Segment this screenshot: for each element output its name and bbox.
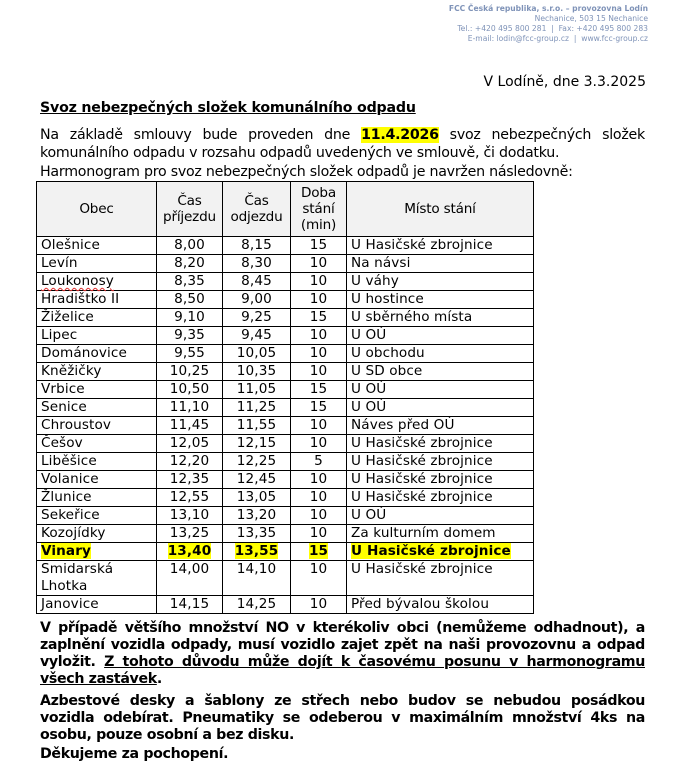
cell-doba-text: 10 <box>309 489 328 505</box>
cell-misto-text: Před bývalou školou <box>351 596 490 612</box>
cell-misto-text: Náves před OÚ <box>351 417 455 433</box>
cell-odjezd <box>223 399 291 417</box>
cell-obec-text: Loukonosy <box>41 273 114 289</box>
letterhead-phone-fax: Tel.: +420 495 800 281 | Fax: +420 495 800 283 <box>457 24 648 33</box>
cell-odjezd <box>223 237 291 255</box>
cell-doba-text: 10 <box>309 255 328 271</box>
table-header-row <box>37 182 534 237</box>
date-line: V Lodíně, dne 3.3.2025 <box>483 74 646 90</box>
cell-misto <box>347 237 534 255</box>
cell-prijezd <box>157 507 223 525</box>
cell-misto-text: U sběrného místa <box>351 309 473 325</box>
cell-prijezd <box>157 543 223 561</box>
cell-prijezd-text: 10,50 <box>169 381 210 397</box>
cell-misto-text: U obchodu <box>351 345 425 361</box>
cell-doba-text: 10 <box>309 435 328 451</box>
cell-obec <box>37 525 157 543</box>
cell-misto-text: U hostince <box>351 291 424 307</box>
note-capacity-warning: Z tohoto důvodu může dojít k časovému posunu v harmonogramu všech zastávek <box>40 654 645 687</box>
notes <box>40 620 645 763</box>
cell-prijezd <box>157 291 223 309</box>
cell-doba <box>291 471 347 489</box>
cell-odjezd <box>223 363 291 381</box>
header-misto: Místo stání <box>347 182 534 237</box>
cell-prijezd-text: 8,00 <box>174 237 205 253</box>
cell-odjezd <box>223 255 291 273</box>
cell-obec-text: Liběšice <box>41 453 97 469</box>
cell-prijezd <box>157 327 223 345</box>
cell-prijezd <box>157 489 223 507</box>
cell-obec-text: Chroustov <box>41 417 112 433</box>
table-row <box>37 561 534 596</box>
note-capacity-end: . <box>156 671 162 687</box>
cell-obec <box>37 561 157 596</box>
cell-doba <box>291 345 347 363</box>
cell-odjezd-text: 8,30 <box>241 255 272 271</box>
cell-odjezd <box>223 471 291 489</box>
cell-doba-text: 10 <box>309 345 328 361</box>
cell-doba-text: 10 <box>309 291 328 307</box>
table-row <box>37 291 534 309</box>
cell-odjezd <box>223 489 291 507</box>
cell-obec-text: Kozojídky <box>41 525 106 541</box>
cell-misto <box>347 273 534 291</box>
cell-prijezd-text: 9,55 <box>174 345 205 361</box>
cell-obec <box>37 327 157 345</box>
cell-prijezd-text: 12,55 <box>169 489 210 505</box>
table-row <box>37 255 534 273</box>
cell-prijezd <box>157 345 223 363</box>
cell-obec <box>37 596 157 614</box>
cell-misto <box>347 453 534 471</box>
cell-doba <box>291 596 347 614</box>
cell-obec-text: Hradištko II <box>41 291 120 307</box>
cell-odjezd-text: 13,20 <box>236 507 277 523</box>
cell-obec <box>37 399 157 417</box>
table-row <box>37 327 534 345</box>
cell-prijezd <box>157 596 223 614</box>
cell-doba <box>291 489 347 507</box>
cell-odjezd <box>223 596 291 614</box>
cell-obec <box>37 453 157 471</box>
cell-prijezd-text: 9,10 <box>174 309 205 325</box>
cell-misto <box>347 381 534 399</box>
cell-misto <box>347 471 534 489</box>
cell-doba <box>291 525 347 543</box>
note-asbestos-tyres: Azbestové desky a šablony ze střech nebo budov se nebudou posádkou vozidla odebírat. Pneumatiky se odeberou v maximálním množství 4ks na osobu, pouze osobní a bez disku. <box>40 693 645 743</box>
cell-obec <box>37 309 157 327</box>
cell-doba <box>291 507 347 525</box>
cell-odjezd-text: 11,25 <box>236 399 277 415</box>
cell-prijezd <box>157 417 223 435</box>
cell-prijezd-text: 13,25 <box>169 525 210 541</box>
table-row <box>37 363 534 381</box>
cell-misto-text: U Hasičské zbrojnice <box>351 435 493 451</box>
cell-odjezd <box>223 543 291 561</box>
cell-odjezd <box>223 507 291 525</box>
cell-doba <box>291 561 347 596</box>
cell-prijezd <box>157 435 223 453</box>
cell-misto <box>347 417 534 435</box>
cell-misto <box>347 543 534 561</box>
harmonogram-intro: Harmonogram pro svoz nebezpečných složek odpadů je navržen následovně: <box>40 164 573 180</box>
cell-doba-text: 10 <box>309 471 328 487</box>
cell-prijezd <box>157 309 223 327</box>
cell-obec <box>37 363 157 381</box>
intro-after: svoz nebezpečných složek komunálního odpadu v rozsahu odpadů uvedených ve smlouvě, či dodatku. <box>40 127 646 161</box>
cell-misto-text: Na návsi <box>351 255 411 271</box>
cell-prijezd <box>157 363 223 381</box>
cell-odjezd-text: 13,35 <box>236 525 277 541</box>
highlighted-date: 11.4.2026 <box>361 127 439 143</box>
cell-odjezd <box>223 525 291 543</box>
cell-misto <box>347 309 534 327</box>
cell-misto-text: U Hasičské zbrojnice <box>351 471 493 487</box>
cell-obec <box>37 507 157 525</box>
cell-prijezd <box>157 381 223 399</box>
cell-obec <box>37 543 157 561</box>
cell-prijezd-text: 13,40 <box>167 543 212 559</box>
cell-doba <box>291 327 347 345</box>
cell-doba-text: 15 <box>309 237 328 253</box>
cell-misto <box>347 507 534 525</box>
cell-odjezd <box>223 309 291 327</box>
cell-odjezd-text: 9,00 <box>241 291 272 307</box>
cell-doba-text: 10 <box>309 525 328 541</box>
cell-odjezd-text: 10,05 <box>236 345 277 361</box>
cell-doba <box>291 309 347 327</box>
cell-prijezd <box>157 453 223 471</box>
cell-misto <box>347 255 534 273</box>
cell-doba-text: 10 <box>309 561 328 577</box>
cell-obec <box>37 489 157 507</box>
cell-misto-text: U Hasičské zbrojnice <box>351 237 493 253</box>
cell-prijezd-text: 8,50 <box>174 291 205 307</box>
cell-doba <box>291 363 347 381</box>
cell-odjezd <box>223 561 291 596</box>
cell-doba <box>291 399 347 417</box>
cell-odjezd-text: 9,45 <box>241 327 272 343</box>
cell-odjezd-text: 12,15 <box>236 435 277 451</box>
cell-odjezd <box>223 273 291 291</box>
intro-before: Na základě smlouvy bude proveden dne <box>40 127 362 143</box>
letterhead-address: Nechanice, 503 15 Nechanice <box>534 14 648 23</box>
cell-doba <box>291 435 347 453</box>
cell-misto <box>347 399 534 417</box>
cell-misto <box>347 489 534 507</box>
cell-misto <box>347 596 534 614</box>
cell-misto-text: U OÚ <box>351 327 387 343</box>
header-prijezd: Čas příjezdu <box>157 182 223 237</box>
cell-obec <box>37 237 157 255</box>
cell-obec-text: Kněžičky <box>41 363 102 379</box>
cell-prijezd <box>157 471 223 489</box>
table-row <box>37 453 534 471</box>
schedule-table <box>36 181 534 614</box>
table-row <box>37 471 534 489</box>
intro-paragraph <box>40 126 645 162</box>
cell-misto <box>347 291 534 309</box>
cell-obec-text: Smidarská Lhotka <box>41 561 114 594</box>
cell-prijezd-text: 12,05 <box>169 435 210 451</box>
cell-doba <box>291 417 347 435</box>
cell-doba <box>291 255 347 273</box>
cell-doba <box>291 381 347 399</box>
cell-misto-text: U OÚ <box>351 381 387 397</box>
table-row <box>37 489 534 507</box>
cell-prijezd-text: 14,15 <box>169 596 210 612</box>
cell-odjezd-text: 10,35 <box>236 363 277 379</box>
cell-odjezd-text: 8,15 <box>241 237 272 253</box>
cell-prijezd-text: 12,35 <box>169 471 210 487</box>
table-row <box>37 543 534 561</box>
table-row <box>37 399 534 417</box>
cell-odjezd-text: 11,05 <box>236 381 277 397</box>
cell-prijezd-text: 8,35 <box>174 273 205 289</box>
cell-obec-text: Vrbice <box>41 381 85 397</box>
cell-odjezd-text: 13,55 <box>234 543 279 559</box>
document-title: Svoz nebezpečných složek komunálního odpadu <box>40 100 416 116</box>
cell-obec-text: Lipec <box>41 327 78 343</box>
cell-doba <box>291 543 347 561</box>
cell-doba <box>291 273 347 291</box>
cell-odjezd-text: 13,05 <box>236 489 277 505</box>
table-row <box>37 435 534 453</box>
cell-doba <box>291 237 347 255</box>
cell-misto-text: U Hasičské zbrojnice <box>351 453 493 469</box>
cell-obec-text: Vinary <box>41 543 91 559</box>
cell-doba-text: 10 <box>309 417 328 433</box>
cell-prijezd-text: 10,25 <box>169 363 210 379</box>
cell-odjezd <box>223 345 291 363</box>
cell-obec <box>37 255 157 273</box>
cell-misto <box>347 525 534 543</box>
cell-misto <box>347 345 534 363</box>
cell-doba-text: 10 <box>309 596 328 612</box>
cell-obec <box>37 345 157 363</box>
cell-prijezd <box>157 561 223 596</box>
cell-odjezd <box>223 291 291 309</box>
cell-odjezd <box>223 417 291 435</box>
cell-doba <box>291 291 347 309</box>
table-row <box>37 525 534 543</box>
cell-doba-text: 15 <box>309 381 328 397</box>
cell-odjezd-text: 11,55 <box>236 417 277 433</box>
cell-obec <box>37 471 157 489</box>
letterhead <box>449 4 648 44</box>
header-odjezd: Čas odjezdu <box>223 182 291 237</box>
cell-obec-text: Janovice <box>41 596 99 612</box>
cell-prijezd <box>157 399 223 417</box>
cell-misto-text: U OÚ <box>351 399 387 415</box>
cell-odjezd <box>223 327 291 345</box>
cell-obec-text: Dománovice <box>41 345 127 361</box>
cell-obec-text: Češov <box>41 435 83 451</box>
cell-odjezd-text: 9,25 <box>241 309 272 325</box>
cell-odjezd-text: 14,25 <box>236 596 277 612</box>
cell-obec-text: Žlunice <box>41 489 92 505</box>
cell-doba-text: 10 <box>309 273 328 289</box>
cell-doba-text: 10 <box>309 327 328 343</box>
cell-obec <box>37 291 157 309</box>
note-thanks: Děkujeme za pochopení. <box>40 746 229 762</box>
cell-doba-text: 15 <box>309 399 328 415</box>
letterhead-company: FCC Česká republika, s.r.o. – provozovna Lodín <box>448 4 648 13</box>
cell-doba-text: 10 <box>309 507 328 523</box>
cell-misto <box>347 363 534 381</box>
cell-obec-text: Senice <box>41 399 87 415</box>
cell-doba <box>291 453 347 471</box>
letterhead-email-web: E-mail: lodin@fcc-group.cz | www.fcc-group.cz <box>467 34 648 43</box>
cell-doba-text: 10 <box>309 363 328 379</box>
cell-prijezd-text: 11,10 <box>169 399 210 415</box>
cell-misto-text: U váhy <box>351 273 399 289</box>
cell-prijezd-text: 8,20 <box>174 255 205 271</box>
cell-obec <box>37 435 157 453</box>
cell-doba-text: 5 <box>314 453 323 469</box>
cell-misto-text: U Hasičské zbrojnice <box>351 489 493 505</box>
cell-misto-text: U Hasičské zbrojnice <box>351 561 493 577</box>
cell-odjezd <box>223 453 291 471</box>
cell-odjezd-text: 8,45 <box>241 273 272 289</box>
cell-misto <box>347 561 534 596</box>
table-row <box>37 273 534 291</box>
table-row <box>37 381 534 399</box>
cell-prijezd-text: 9,35 <box>174 327 205 343</box>
cell-prijezd <box>157 525 223 543</box>
cell-misto <box>347 435 534 453</box>
cell-odjezd-text: 14,10 <box>236 561 277 577</box>
cell-misto-text: U OÚ <box>351 507 387 523</box>
cell-obec-text: Levín <box>41 255 78 271</box>
cell-doba-text: 15 <box>309 309 328 325</box>
table-row <box>37 309 534 327</box>
cell-odjezd-text: 12,45 <box>236 471 277 487</box>
cell-obec-text: Olešnice <box>41 237 100 253</box>
cell-obec-text: Volanice <box>41 471 99 487</box>
cell-prijezd-text: 11,45 <box>169 417 210 433</box>
cell-prijezd <box>157 237 223 255</box>
table-row <box>37 417 534 435</box>
cell-obec <box>37 381 157 399</box>
cell-misto-text: Za kulturním domem <box>351 525 496 541</box>
table-row <box>37 345 534 363</box>
cell-misto-text: U SD obce <box>351 363 423 379</box>
cell-obec-text: Sekeřice <box>41 507 100 523</box>
note-capacity-text: V případě většího množství NO v kterékoliv obci (nemůžeme odhadnout), a zaplnění vozidla odpady, musí vozidlo zajet zpět na naši provozovnu a odpad vyložit. <box>40 620 645 670</box>
table-row <box>37 596 534 614</box>
cell-odjezd <box>223 381 291 399</box>
cell-odjezd <box>223 435 291 453</box>
table-row <box>37 237 534 255</box>
cell-misto <box>347 327 534 345</box>
cell-prijezd-text: 14,00 <box>169 561 210 577</box>
header-doba: Doba stání (min) <box>291 182 347 237</box>
cell-obec <box>37 417 157 435</box>
cell-obec-text: Žiželice <box>41 309 94 325</box>
cell-prijezd-text: 12,20 <box>169 453 210 469</box>
header-obec: Obec <box>37 182 157 237</box>
cell-prijezd <box>157 255 223 273</box>
cell-prijezd-text: 13,10 <box>169 507 210 523</box>
cell-odjezd-text: 12,25 <box>236 453 277 469</box>
note-capacity <box>40 620 645 688</box>
cell-doba-text: 15 <box>308 543 329 559</box>
cell-prijezd <box>157 273 223 291</box>
table-row <box>37 507 534 525</box>
cell-obec <box>37 273 157 291</box>
cell-misto-text: U Hasičské zbrojnice <box>351 543 511 559</box>
